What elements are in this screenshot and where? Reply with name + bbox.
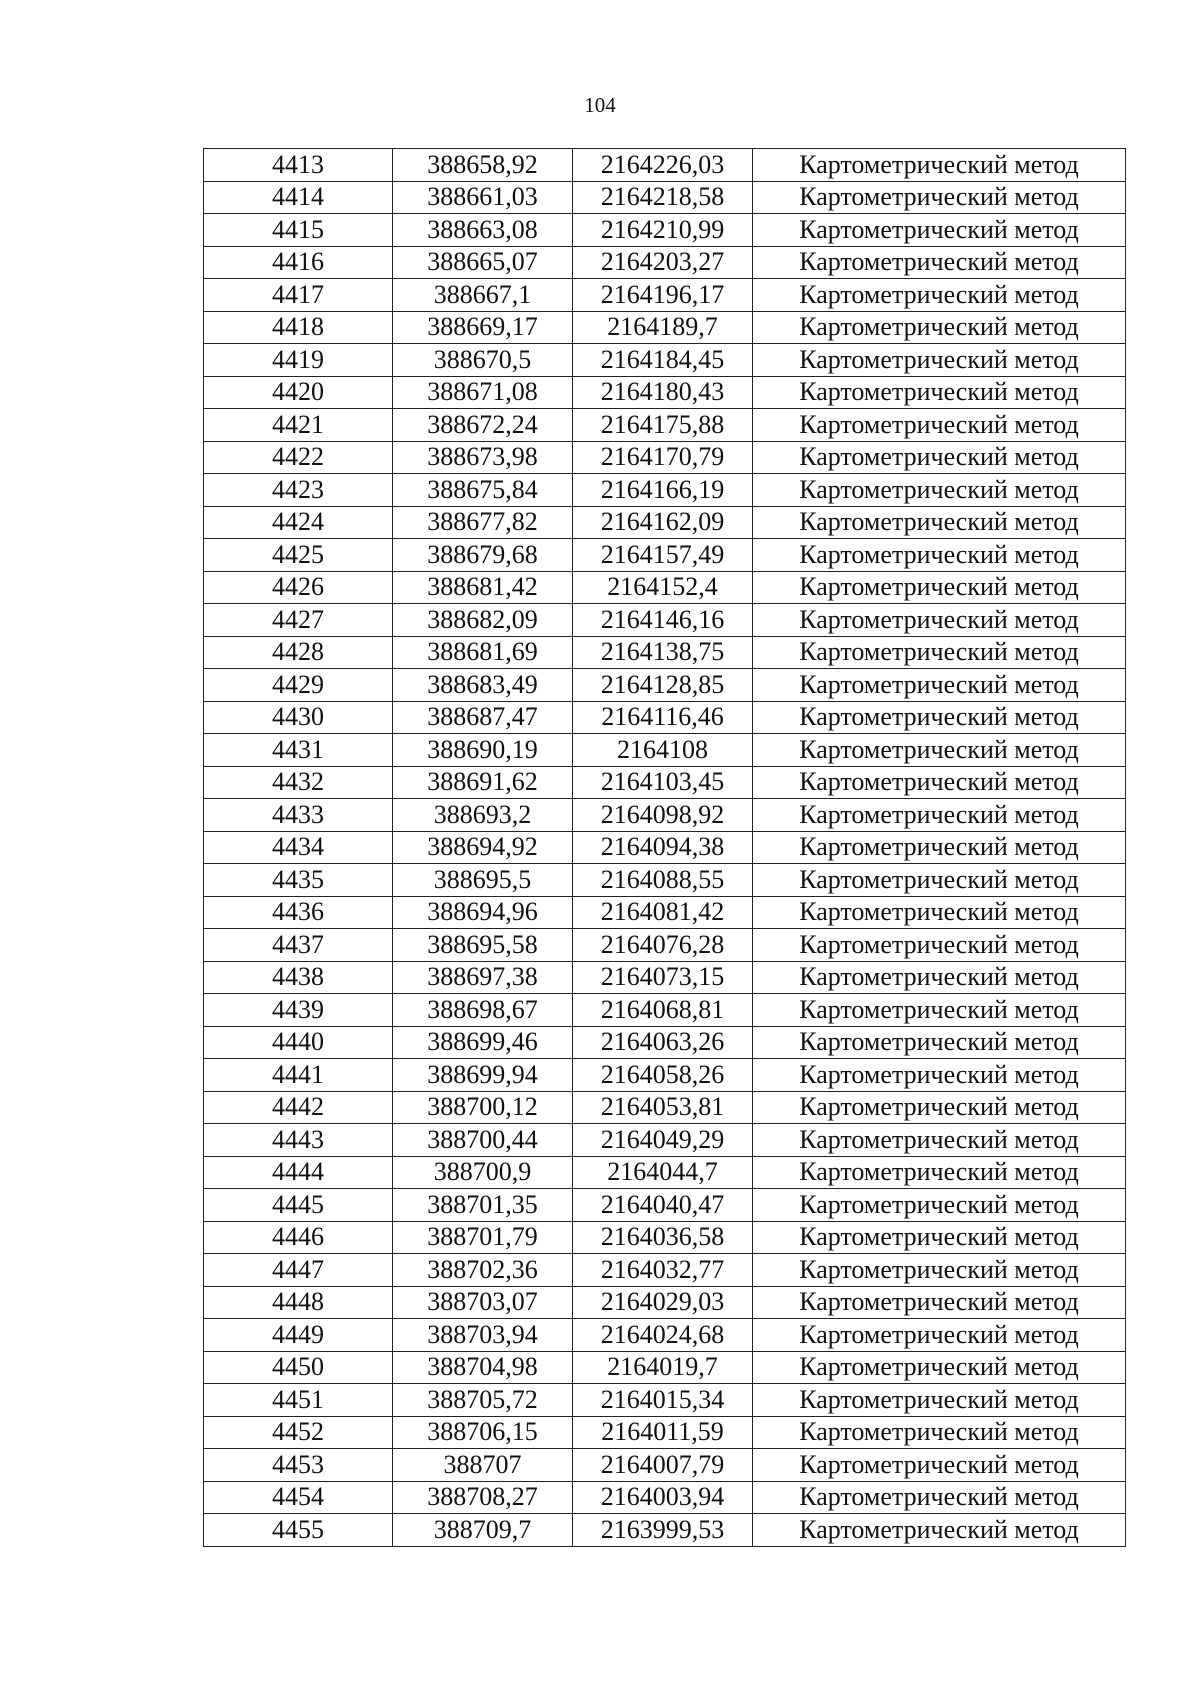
table-row: [204, 539, 1126, 572]
x-coordinate-cell: 388704,98: [393, 1351, 573, 1384]
table-row: [204, 441, 1126, 474]
point-number-cell: 4449: [204, 1319, 393, 1352]
method-cell: Картометрический метод: [753, 376, 1126, 409]
method-cell: Картометрический метод: [753, 214, 1126, 247]
table-row: [204, 149, 1126, 182]
method-cell: Картометрический метод: [753, 1189, 1126, 1222]
point-number-cell: 4432: [204, 766, 393, 799]
x-coordinate-cell: 388682,09: [393, 604, 573, 637]
table-row: [204, 409, 1126, 442]
point-number-cell: 4421: [204, 409, 393, 442]
table-row: [204, 1286, 1126, 1319]
table-row: [204, 1091, 1126, 1124]
method-cell: Картометрический метод: [753, 1124, 1126, 1157]
y-coordinate-cell: 2164184,45: [573, 344, 753, 377]
x-coordinate-cell: 388694,92: [393, 831, 573, 864]
point-number-cell: 4455: [204, 1514, 393, 1547]
y-coordinate-cell: 2164103,45: [573, 766, 753, 799]
table-row: [204, 929, 1126, 962]
table-row: [204, 376, 1126, 409]
method-cell: Картометрический метод: [753, 669, 1126, 702]
method-cell: Картометрический метод: [753, 409, 1126, 442]
x-coordinate-cell: 388698,67: [393, 994, 573, 1027]
table-row: [204, 506, 1126, 539]
table-row: [204, 1156, 1126, 1189]
method-cell: Картометрический метод: [753, 1254, 1126, 1287]
y-coordinate-cell: 2164068,81: [573, 994, 753, 1027]
method-cell: Картометрический метод: [753, 1514, 1126, 1547]
coordinates-table-body: [204, 149, 1126, 1547]
method-cell: Картометрический метод: [753, 474, 1126, 507]
x-coordinate-cell: 388667,1: [393, 279, 573, 312]
x-coordinate-cell: 388665,07: [393, 246, 573, 279]
point-number-cell: 4422: [204, 441, 393, 474]
y-coordinate-cell: 2164203,27: [573, 246, 753, 279]
x-coordinate-cell: 388708,27: [393, 1481, 573, 1514]
method-cell: Картометрический метод: [753, 831, 1126, 864]
table-row: [204, 214, 1126, 247]
point-number-cell: 4433: [204, 799, 393, 832]
x-coordinate-cell: 388661,03: [393, 181, 573, 214]
method-cell: Картометрический метод: [753, 149, 1126, 182]
y-coordinate-cell: 2164036,58: [573, 1221, 753, 1254]
y-coordinate-cell: 2164196,17: [573, 279, 753, 312]
point-number-cell: 4424: [204, 506, 393, 539]
table-row: [204, 1026, 1126, 1059]
x-coordinate-cell: 388669,17: [393, 311, 573, 344]
table-row: [204, 636, 1126, 669]
method-cell: Картометрический метод: [753, 604, 1126, 637]
y-coordinate-cell: 2164189,7: [573, 311, 753, 344]
table-row: [204, 1449, 1126, 1482]
table-row: [204, 1351, 1126, 1384]
point-number-cell: 4416: [204, 246, 393, 279]
method-cell: Картометрический метод: [753, 1351, 1126, 1384]
table-row: [204, 1416, 1126, 1449]
method-cell: Картометрический метод: [753, 1221, 1126, 1254]
y-coordinate-cell: 2164040,47: [573, 1189, 753, 1222]
point-number-cell: 4447: [204, 1254, 393, 1287]
table-row: [204, 669, 1126, 702]
method-cell: Картометрический метод: [753, 539, 1126, 572]
y-coordinate-cell: 2164162,09: [573, 506, 753, 539]
point-number-cell: 4438: [204, 961, 393, 994]
method-cell: Картометрический метод: [753, 441, 1126, 474]
x-coordinate-cell: 388691,62: [393, 766, 573, 799]
point-number-cell: 4445: [204, 1189, 393, 1222]
point-number-cell: 4436: [204, 896, 393, 929]
table-row: [204, 896, 1126, 929]
point-number-cell: 4448: [204, 1286, 393, 1319]
method-cell: Картометрический метод: [753, 311, 1126, 344]
method-cell: Картометрический метод: [753, 506, 1126, 539]
method-cell: Картометрический метод: [753, 1416, 1126, 1449]
table-row: [204, 311, 1126, 344]
y-coordinate-cell: 2164094,38: [573, 831, 753, 864]
method-cell: Картометрический метод: [753, 279, 1126, 312]
page-number: 104: [584, 93, 616, 117]
x-coordinate-cell: 388694,96: [393, 896, 573, 929]
table-row: [204, 994, 1126, 1027]
y-coordinate-cell: 2164146,16: [573, 604, 753, 637]
table-row: [204, 344, 1126, 377]
method-cell: Картометрический метод: [753, 734, 1126, 767]
y-coordinate-cell: 2164044,7: [573, 1156, 753, 1189]
y-coordinate-cell: 2164007,79: [573, 1449, 753, 1482]
method-cell: Картометрический метод: [753, 896, 1126, 929]
y-coordinate-cell: 2164210,99: [573, 214, 753, 247]
point-number-cell: 4427: [204, 604, 393, 637]
x-coordinate-cell: 388701,79: [393, 1221, 573, 1254]
y-coordinate-cell: 2164011,59: [573, 1416, 753, 1449]
point-number-cell: 4415: [204, 214, 393, 247]
point-number-cell: 4452: [204, 1416, 393, 1449]
y-coordinate-cell: 2164019,7: [573, 1351, 753, 1384]
y-coordinate-cell: 2164098,92: [573, 799, 753, 832]
y-coordinate-cell: 2164088,55: [573, 864, 753, 897]
y-coordinate-cell: 2163999,53: [573, 1514, 753, 1547]
y-coordinate-cell: 2164073,15: [573, 961, 753, 994]
x-coordinate-cell: 388681,42: [393, 571, 573, 604]
y-coordinate-cell: 2164157,49: [573, 539, 753, 572]
point-number-cell: 4443: [204, 1124, 393, 1157]
x-coordinate-cell: 388671,08: [393, 376, 573, 409]
method-cell: Картометрический метод: [753, 344, 1126, 377]
point-number-cell: 4435: [204, 864, 393, 897]
y-coordinate-cell: 2164138,75: [573, 636, 753, 669]
x-coordinate-cell: 388695,5: [393, 864, 573, 897]
point-number-cell: 4423: [204, 474, 393, 507]
point-number-cell: 4453: [204, 1449, 393, 1482]
x-coordinate-cell: 388687,47: [393, 701, 573, 734]
table-row: [204, 246, 1126, 279]
method-cell: Картометрический метод: [753, 701, 1126, 734]
point-number-cell: 4431: [204, 734, 393, 767]
point-number-cell: 4437: [204, 929, 393, 962]
x-coordinate-cell: 388700,12: [393, 1091, 573, 1124]
method-cell: Картометрический метод: [753, 994, 1126, 1027]
method-cell: Картометрический метод: [753, 1156, 1126, 1189]
x-coordinate-cell: 388658,92: [393, 149, 573, 182]
point-number-cell: 4426: [204, 571, 393, 604]
y-coordinate-cell: 2164076,28: [573, 929, 753, 962]
method-cell: Картометрический метод: [753, 246, 1126, 279]
method-cell: Картометрический метод: [753, 929, 1126, 962]
y-coordinate-cell: 2164063,26: [573, 1026, 753, 1059]
point-number-cell: 4442: [204, 1091, 393, 1124]
y-coordinate-cell: 2164049,29: [573, 1124, 753, 1157]
x-coordinate-cell: 388701,35: [393, 1189, 573, 1222]
point-number-cell: 4444: [204, 1156, 393, 1189]
method-cell: Картометрический метод: [753, 1091, 1126, 1124]
x-coordinate-cell: 388663,08: [393, 214, 573, 247]
point-number-cell: 4430: [204, 701, 393, 734]
method-cell: Картометрический метод: [753, 181, 1126, 214]
y-coordinate-cell: 2164108: [573, 734, 753, 767]
x-coordinate-cell: 388697,38: [393, 961, 573, 994]
table-row: [204, 279, 1126, 312]
table-row: [204, 604, 1126, 637]
table-row: [204, 831, 1126, 864]
y-coordinate-cell: 2164053,81: [573, 1091, 753, 1124]
y-coordinate-cell: 2164081,42: [573, 896, 753, 929]
y-coordinate-cell: 2164226,03: [573, 149, 753, 182]
table-row: [204, 1221, 1126, 1254]
point-number-cell: 4429: [204, 669, 393, 702]
point-number-cell: 4420: [204, 376, 393, 409]
table-row: [204, 1319, 1126, 1352]
point-number-cell: 4425: [204, 539, 393, 572]
y-coordinate-cell: 2164116,46: [573, 701, 753, 734]
point-number-cell: 4454: [204, 1481, 393, 1514]
y-coordinate-cell: 2164170,79: [573, 441, 753, 474]
x-coordinate-cell: 388690,19: [393, 734, 573, 767]
table-row: [204, 961, 1126, 994]
method-cell: Картометрический метод: [753, 961, 1126, 994]
y-coordinate-cell: 2164128,85: [573, 669, 753, 702]
x-coordinate-cell: 388672,24: [393, 409, 573, 442]
y-coordinate-cell: 2164003,94: [573, 1481, 753, 1514]
point-number-cell: 4439: [204, 994, 393, 1027]
x-coordinate-cell: 388703,94: [393, 1319, 573, 1352]
method-cell: Картометрический метод: [753, 799, 1126, 832]
x-coordinate-cell: 388700,44: [393, 1124, 573, 1157]
table-row: [204, 474, 1126, 507]
table-row: [204, 181, 1126, 214]
table-row: [204, 1124, 1126, 1157]
x-coordinate-cell: 388700,9: [393, 1156, 573, 1189]
y-coordinate-cell: 2164058,26: [573, 1059, 753, 1092]
point-number-cell: 4418: [204, 311, 393, 344]
coordinates-table: [203, 148, 1126, 1547]
y-coordinate-cell: 2164166,19: [573, 474, 753, 507]
method-cell: Картометрический метод: [753, 766, 1126, 799]
table-row: [204, 766, 1126, 799]
method-cell: Картометрический метод: [753, 1481, 1126, 1514]
point-number-cell: 4450: [204, 1351, 393, 1384]
x-coordinate-cell: 388699,46: [393, 1026, 573, 1059]
table-row: [204, 1481, 1126, 1514]
x-coordinate-cell: 388709,7: [393, 1514, 573, 1547]
y-coordinate-cell: 2164180,43: [573, 376, 753, 409]
x-coordinate-cell: 388681,69: [393, 636, 573, 669]
y-coordinate-cell: 2164175,88: [573, 409, 753, 442]
y-coordinate-cell: 2164032,77: [573, 1254, 753, 1287]
method-cell: Картометрический метод: [753, 1319, 1126, 1352]
x-coordinate-cell: 388675,84: [393, 474, 573, 507]
x-coordinate-cell: 388673,98: [393, 441, 573, 474]
table-row: [204, 701, 1126, 734]
table-row: [204, 1514, 1126, 1547]
x-coordinate-cell: 388670,5: [393, 344, 573, 377]
y-coordinate-cell: 2164152,4: [573, 571, 753, 604]
x-coordinate-cell: 388683,49: [393, 669, 573, 702]
y-coordinate-cell: 2164029,03: [573, 1286, 753, 1319]
table-row: [204, 1254, 1126, 1287]
method-cell: Картометрический метод: [753, 1059, 1126, 1092]
point-number-cell: 4441: [204, 1059, 393, 1092]
point-number-cell: 4440: [204, 1026, 393, 1059]
y-coordinate-cell: 2164218,58: [573, 181, 753, 214]
table-row: [204, 734, 1126, 767]
point-number-cell: 4417: [204, 279, 393, 312]
method-cell: Картометрический метод: [753, 1286, 1126, 1319]
x-coordinate-cell: 388705,72: [393, 1384, 573, 1417]
table-row: [204, 1189, 1126, 1222]
method-cell: Картометрический метод: [753, 1384, 1126, 1417]
x-coordinate-cell: 388703,07: [393, 1286, 573, 1319]
point-number-cell: 4413: [204, 149, 393, 182]
x-coordinate-cell: 388695,58: [393, 929, 573, 962]
y-coordinate-cell: 2164015,34: [573, 1384, 753, 1417]
method-cell: Картометрический метод: [753, 1449, 1126, 1482]
table-row: [204, 1059, 1126, 1092]
x-coordinate-cell: 388677,82: [393, 506, 573, 539]
x-coordinate-cell: 388706,15: [393, 1416, 573, 1449]
y-coordinate-cell: 2164024,68: [573, 1319, 753, 1352]
x-coordinate-cell: 388679,68: [393, 539, 573, 572]
method-cell: Картометрический метод: [753, 571, 1126, 604]
x-coordinate-cell: 388702,36: [393, 1254, 573, 1287]
x-coordinate-cell: 388707: [393, 1449, 573, 1482]
x-coordinate-cell: 388693,2: [393, 799, 573, 832]
table-row: [204, 864, 1126, 897]
point-number-cell: 4419: [204, 344, 393, 377]
table-row: [204, 571, 1126, 604]
method-cell: Картометрический метод: [753, 1026, 1126, 1059]
method-cell: Картометрический метод: [753, 636, 1126, 669]
point-number-cell: 4428: [204, 636, 393, 669]
method-cell: Картометрический метод: [753, 864, 1126, 897]
point-number-cell: 4414: [204, 181, 393, 214]
table-row: [204, 799, 1126, 832]
point-number-cell: 4451: [204, 1384, 393, 1417]
table-row: [204, 1384, 1126, 1417]
point-number-cell: 4446: [204, 1221, 393, 1254]
x-coordinate-cell: 388699,94: [393, 1059, 573, 1092]
point-number-cell: 4434: [204, 831, 393, 864]
